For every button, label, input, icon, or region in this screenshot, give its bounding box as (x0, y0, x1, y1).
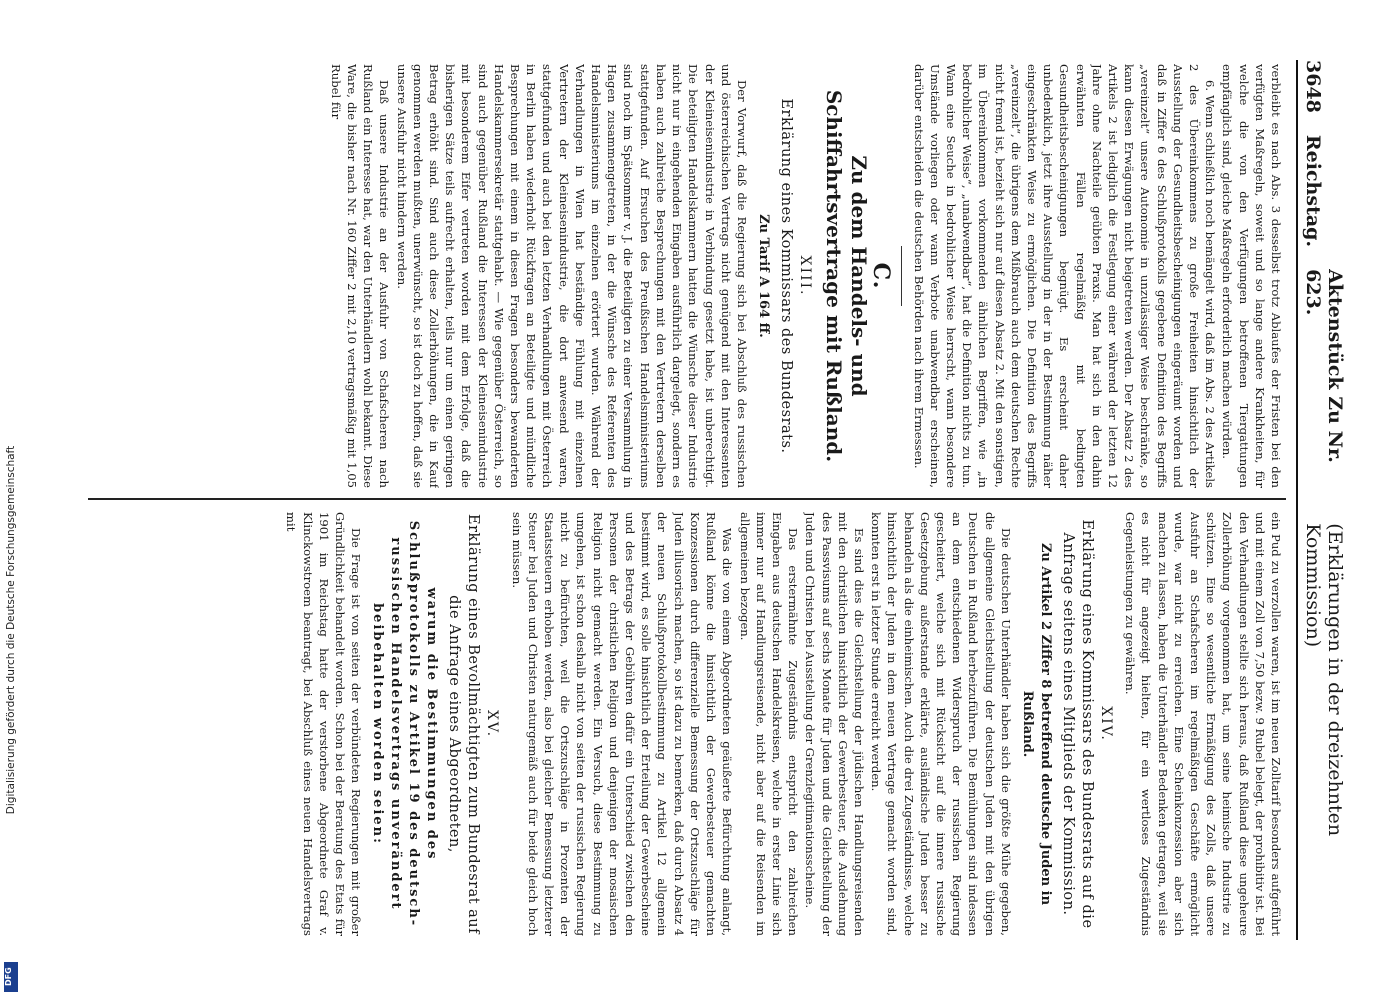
left-column (89, 64, 1284, 488)
paragraph: ein Pud zu verzollen waren, ist im neuen Zolltarif besonders aufgeführt und mit einem Zoll von 7,50 bezw. 9 Rubel belegt, der prohibitiv ist. Bei den Verhandlungen stellte sich heraus, daß Rußland diese ungeheure Zollerhöhung vorgenommen hat, um seine heimische Industrie zu schützen. Eine so wesentliche Ermäßigung des Zolls, daß unsere Ausfuhr an Schafscheren im regelmäßigen Geschäfte ermöglicht wurde, war nicht zu erreichen. Eine Scheinkonzession aber sich machen zu lassen, haben die Unterhändler Bedenken getragen, weil sie es nicht für angezeigt hielten, für ein wertloses Zugeständnis Gegenleistungen zu gewähren. (1123, 512, 1283, 936)
commission-title: (Erklärungen in der dreizehnten Kommission) (1302, 523, 1346, 837)
publication-name: Reichstag. (1302, 134, 1324, 248)
paragraph: Daß unsere Industrie an der Ausfuhr von Schafscheren nach Rußland ein Interesse hat, war den Unterhändlern wohl bekannt. Diese Ware, die bisher nach Nr. 160 Ziffer 2 mit 2,10 vertragsmäßig mit 1,05 Rubel für (328, 64, 392, 488)
right-column (89, 512, 1284, 936)
declaration-subhead: Zu Artikel 2 Ziffer 8 betreffend deutsche Juden in Rußland. (1019, 542, 1053, 906)
declaration-subhead: warum die Bestimmungen des Schlußprotokolls zu Artikel 19 des deutsch-russischen Handelsvertrags unverändert beibehalten worden seien: (370, 520, 440, 928)
section-numeral: XV. (484, 709, 501, 739)
section-divider (901, 246, 902, 306)
file-reference: Aktenstück Zu Nr. 623. (1302, 269, 1346, 463)
page-number: 3648 (1302, 60, 1324, 113)
paragraph: verbleibt es nach Abs. 3 desselbst trotz Ablaufes der Fristen bei den verfügten Maßregeln, soweit und so lange andere Krankheiten, für welche die von den Verfügungen betroffenen Tiergattungen empfänglich sind, gleiche Maßregeln erforderlich machen würden. (1220, 64, 1283, 488)
column-divider (88, 498, 1286, 500)
section-numeral: XIV. (1097, 706, 1114, 742)
section-letter: C. (868, 262, 895, 290)
section-title: Zu dem Handels- und Schiffahrtsvertrage mit Rußland. (822, 89, 872, 463)
declaration-subhead: Zu Tarif A 164 ff. (755, 214, 771, 338)
page-header (1296, 60, 1346, 940)
digitization-credit-strip (0, 0, 22, 1000)
paragraph: Die deutschen Unterhändler haben sich die größte Mühe gegeben, die allgemeine Gleichstellung der deutschen Juden mit den übrigen Deutschen in Rußland herbeizuführen. Die Bemühungen sind indessen an dem entschiedenen Widerspruch der russischen Regierung gescheitert, welche sich mit Rücksicht auf die innere russische Gesetzgebung außerstande erklärte, ausländische Juden besser zu behandeln als die einheimischen. Auch die drei Zugeständnisse, welche hinsichtlich der Juden in dem neuen Vertrage gemacht worden sind, konnten erst in letzter Stunde erreicht werden. (869, 512, 1013, 936)
digitization-credit-text: Digitalisierung gefördert durch die Deutsche Forschungsgemeinschaft (5, 445, 17, 815)
declaration-title: Erklärung eines Kommissars des Bundesrats. (777, 98, 794, 454)
paragraph: Was die von einem Abgeordneten geäußerte Befürchtung anlangt, Rußland könne die hinsichtlich der Gewerbesteuer gemachten Konzessionen durch differenzielle Bemessung der Ortszuschläge für Juden illusorisch machen, so ist dazu zu bemerken, daß durch Absatz 4 der neuen Schlußprotokollbestimmung zu Artikel 12 allgemein bestimmt wird, es solle hinsichtlich der Erteilung der Gewerbescheine und des Betrags der Gebühren dafür ein Unterschied zwischen den Personen der christlichen Religion und denjenigen der mosaischen Religion nicht gemacht werden. Ein Versuch, diese Bestimmung zu umgehen, ist schon deshalb nicht von seiten der russischen Regierung nicht zu befürchten, weil die Ortszuschläge in Prozenten der Staatssteuern erhoben werden, also bei gleicher Bemessung letzterer Steuer bei Juden und Christen naturgemäß auch für beide gleich hoch sein müssen. (509, 512, 735, 936)
paragraph: Es sind dies die Gleichstellung der jüdischen Handlungsreisenden mit den christlichen hinsichtlich der Gewerbesteuer, die Ausdehnung des Passvisums auf sechs Monate für Juden und die Gleichstellung der Juden und Christen bei Ausstellung der Grenzlegitimationsscheine. (803, 512, 866, 936)
dfg-logo: DFG (4, 962, 18, 992)
rotated-document-page (80, 60, 1346, 940)
section-numeral: XIII. (797, 255, 814, 297)
declaration-title: Erklärung eines Bevollmächtigten zum Bundesrat auf die Anfrage eines Abgeordneten, (446, 514, 482, 934)
paragraph: Die Frage ist von seiten der verbündeten Regierungen mit großer Gründlichkeit behandelt worden. Schon bei der Beratung des Etats für 1901 im Reichstag hatte der verstorbene Abgeordnete Graf v. Klinckowstroem beantragt, bei Abschluß eines neuen Handelsvertrags mit (284, 512, 364, 936)
declaration-title: Erklärung eines Kommissars des Bundesrats auf die Anfrage seitens eines Mitglieds der Kommission. (1059, 519, 1095, 929)
paragraph: Das erstermähnte Zugeständnis entspricht den zahlreichen Eingaben aus deutschen Handelskreisen, welche in erster Linie sich immer nur auf Handlungsreisende, nicht aber auf die Reisenden im allgemeinen bezogen. (737, 512, 801, 936)
paragraph: 6. Wenn schließlich noch bemängelt wird, daß im Abs. 2 des Artikels 2 des Übereinkommens zu große Freiheiten hinsichtlich der Ausstellung der Gesundheitsbescheinigungen eingeräumt worden und daß in Ziffer 6 des Schlußprotokolls gegebene Definition des Begriffs „vereinzelt“ unsere Autonomie in unzulässiger Weise beschränke, so kann diesen Erwägungen nicht beigetreten werden. Der Absatz 2 des Artikels 2 ist lediglich die Festlegung einer während der letzten 12 Jahre ohne Nachteile geübten Praxis. Man hat sich in den dahin erwähnten Fällen regelmäßig mit bedingten Gesundheitsbescheinigungen begnügt. Es erscheint daher unbedenklich, jetzt ihre Ausstellung in der in der Bestimmung näher eingeschränkten Weise zu ermöglichen. Die Definition des Begriffs „vereinzelt“, die übrigens dem Mißbrauch auch dem deutschen Rechte nicht fremd ist, bezieht sich nur auf diesen Absatz 2. Mit den sonstigen, im Übereinkommen vorkommenden ähnlichen Begriffen, wie „in bedrohlicher Weise“, „unabwendbar“, hat die Definition nichts zu tun. Wann eine Seuche in bedrohlicher Weise herrscht, wann besondere Umstände vorliegen oder wann Verbote unabwendbar erscheinen, darüber entscheiden die deutschen Behörden nach ihrem Ermessen. (911, 64, 1218, 488)
paragraph: Der Vorwurf, daß die Regierung sich bei Abschluß des russischen und österreichischen Vertrags nicht genügend mit den Interessenten der Kleineisenindustrie in Verbindung gesetzt habe, ist unberechtigt. Die beteiligten Handelskammern hatten die Wünsche dieser Industrie nicht nur in eingehenden Eingaben ausführlich dargelegt, sondern es haben auch zahlreiche Besprechungen mit den Vertretern derselben stattgefunden. Auf Ersuchen des Preußischen Handelsministeriums sind noch im Spätsommer v. J. die Beteiligten zu einer Versammlung in Hagen zusammengetreten, in der die Wünsche des Referenten des Handelsministeriums im einzelnen erörtert wurden. Während der Verhandlungen in Wien hat beständige Fühlung mit einzelnen Vertretern der Kleineisenindustrie, die dort anwesend waren, stattgefunden und auch bei den letzten Verhandlungen mit Österreich in Berlin haben wiederholt Rückfragen an Beteiligte und mündliche Besprechungen mit einem in diesen Fragen besonders bewanderten Handelskammersekretär stattgehabt. — Wie gegenüber Österreich, so sind auch gegenüber Rußland die Interessen der Kleineisenindustrie mit besonderem Eifer vertreten worden mit dem Erfolge, daß die bisherigen Sätze teils aufrecht erhalten, teils nur um einen geringen Betrag erhöht sind. Sind auch diese Zollerhöhungen, die in Kauf genommen werden mußten, unerwünscht, so ist doch zu hoffen, daß sie unsere Ausfuhr nicht hindern werden. (394, 64, 749, 488)
